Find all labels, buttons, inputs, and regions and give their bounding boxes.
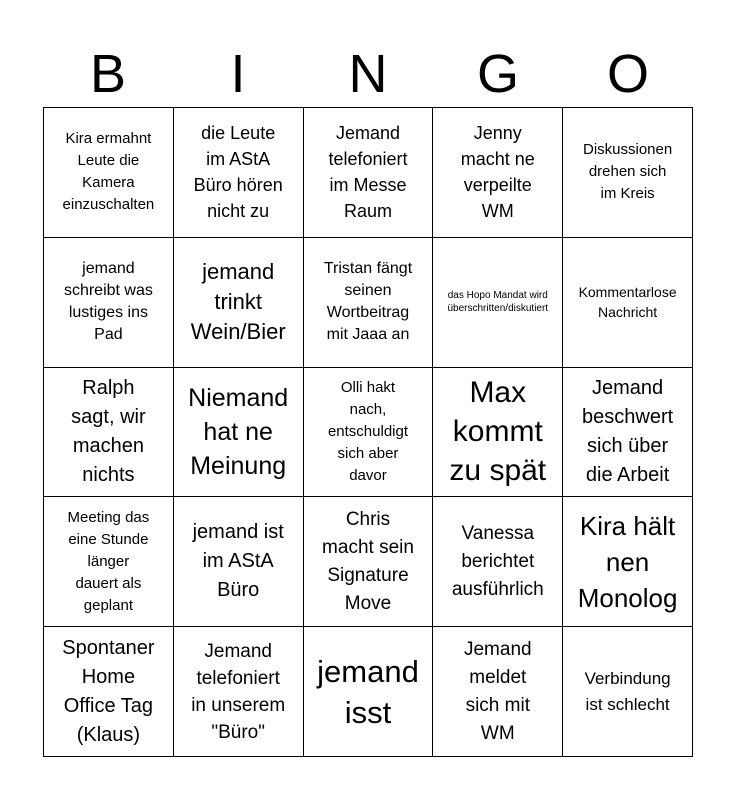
cell-text: jemand trinkt Wein/Bier	[190, 259, 286, 345]
cell-text: Vanessa berichtet ausführlich	[451, 522, 544, 600]
bingo-cell[interactable]	[563, 497, 693, 627]
bingo-cell[interactable]	[433, 368, 563, 498]
bingo-cell[interactable]	[174, 497, 304, 627]
bingo-cell[interactable]	[174, 627, 304, 757]
bingo-cell[interactable]	[174, 238, 304, 368]
bingo-cell[interactable]	[563, 108, 693, 238]
cell-text: Ralph sagt, wir machen nichts	[71, 376, 146, 486]
cell-text: Meeting das eine Stunde länger dauert als geplant	[67, 508, 150, 614]
bingo-cell[interactable]	[44, 627, 174, 757]
bingo-cell[interactable]	[304, 238, 434, 368]
bingo-cell[interactable]	[433, 238, 563, 368]
header-letter-i: I	[230, 44, 246, 104]
bingo-cell[interactable]	[44, 238, 174, 368]
bingo-header	[43, 40, 693, 108]
cell-text: Verbindung ist schlecht	[584, 668, 671, 714]
bingo-cell[interactable]	[433, 108, 563, 238]
bingo-cell[interactable]	[304, 368, 434, 498]
cell-text: Diskussionen drehen sich im Kreis	[582, 141, 673, 203]
bingo-cell[interactable]	[433, 627, 563, 757]
header-letter-b: B	[89, 44, 127, 104]
cell-text: Max kommt zu spät	[449, 376, 547, 488]
cell-text: Olli hakt nach, entschuldigt sich aber davor	[327, 378, 409, 484]
bingo-cell[interactable]	[174, 108, 304, 238]
bingo-cell[interactable]	[304, 627, 434, 757]
cell-text: Spontaner Home Office Tag (Klaus)	[62, 636, 155, 746]
bingo-cell[interactable]	[304, 108, 434, 238]
cell-text: jemand schreibt was lustiges ins Pad	[63, 260, 153, 344]
cell-text: jemand isst	[317, 653, 419, 730]
bingo-cell[interactable]	[174, 368, 304, 498]
cell-text: Tristan fängt seinen Wortbeitrag mit Jaaa an	[323, 260, 413, 344]
cell-text: Kira hält nen Monolog	[577, 510, 678, 613]
bingo-cell[interactable]	[44, 108, 174, 238]
cell-text: Chris macht sein Signature Move	[322, 508, 414, 614]
cell-text: jemand ist im AStA Büro	[192, 521, 284, 602]
bingo-cell[interactable]	[44, 497, 174, 627]
bingo-cell[interactable]	[563, 627, 693, 757]
bingo-cell[interactable]	[563, 238, 693, 368]
header-letter-g: G	[476, 44, 519, 104]
cell-text: Jemand meldet sich mit WM	[463, 638, 532, 744]
cell-text: Jenny macht ne verpeilte WM	[460, 123, 535, 222]
cell-text: Jemand telefoniert in unserem "Büro"	[191, 640, 286, 743]
cell-text: Niemand hat ne Meinung	[188, 383, 289, 480]
cell-text: Kira ermahnt Leute die Kamera einzuschalten	[62, 130, 155, 214]
cell-text: Jemand beschwert sich über die Arbeit	[582, 376, 674, 486]
header-letter-o: O	[606, 44, 649, 104]
cell-text: Kommentarlose Nachricht	[578, 284, 677, 321]
bingo-cell[interactable]	[304, 497, 434, 627]
bingo-cell[interactable]	[44, 368, 174, 498]
bingo-cell[interactable]	[433, 497, 563, 627]
header-letter-n: N	[348, 44, 388, 104]
cell-text: das Hopo Mandat wird überschritten/diskutiert	[447, 290, 549, 315]
bingo-grid	[43, 107, 693, 757]
cell-text: die Leute im AStA Büro hören nicht zu	[193, 123, 283, 222]
bingo-cell[interactable]	[563, 368, 693, 498]
cell-text: Jemand telefoniert im Messe Raum	[328, 123, 408, 222]
